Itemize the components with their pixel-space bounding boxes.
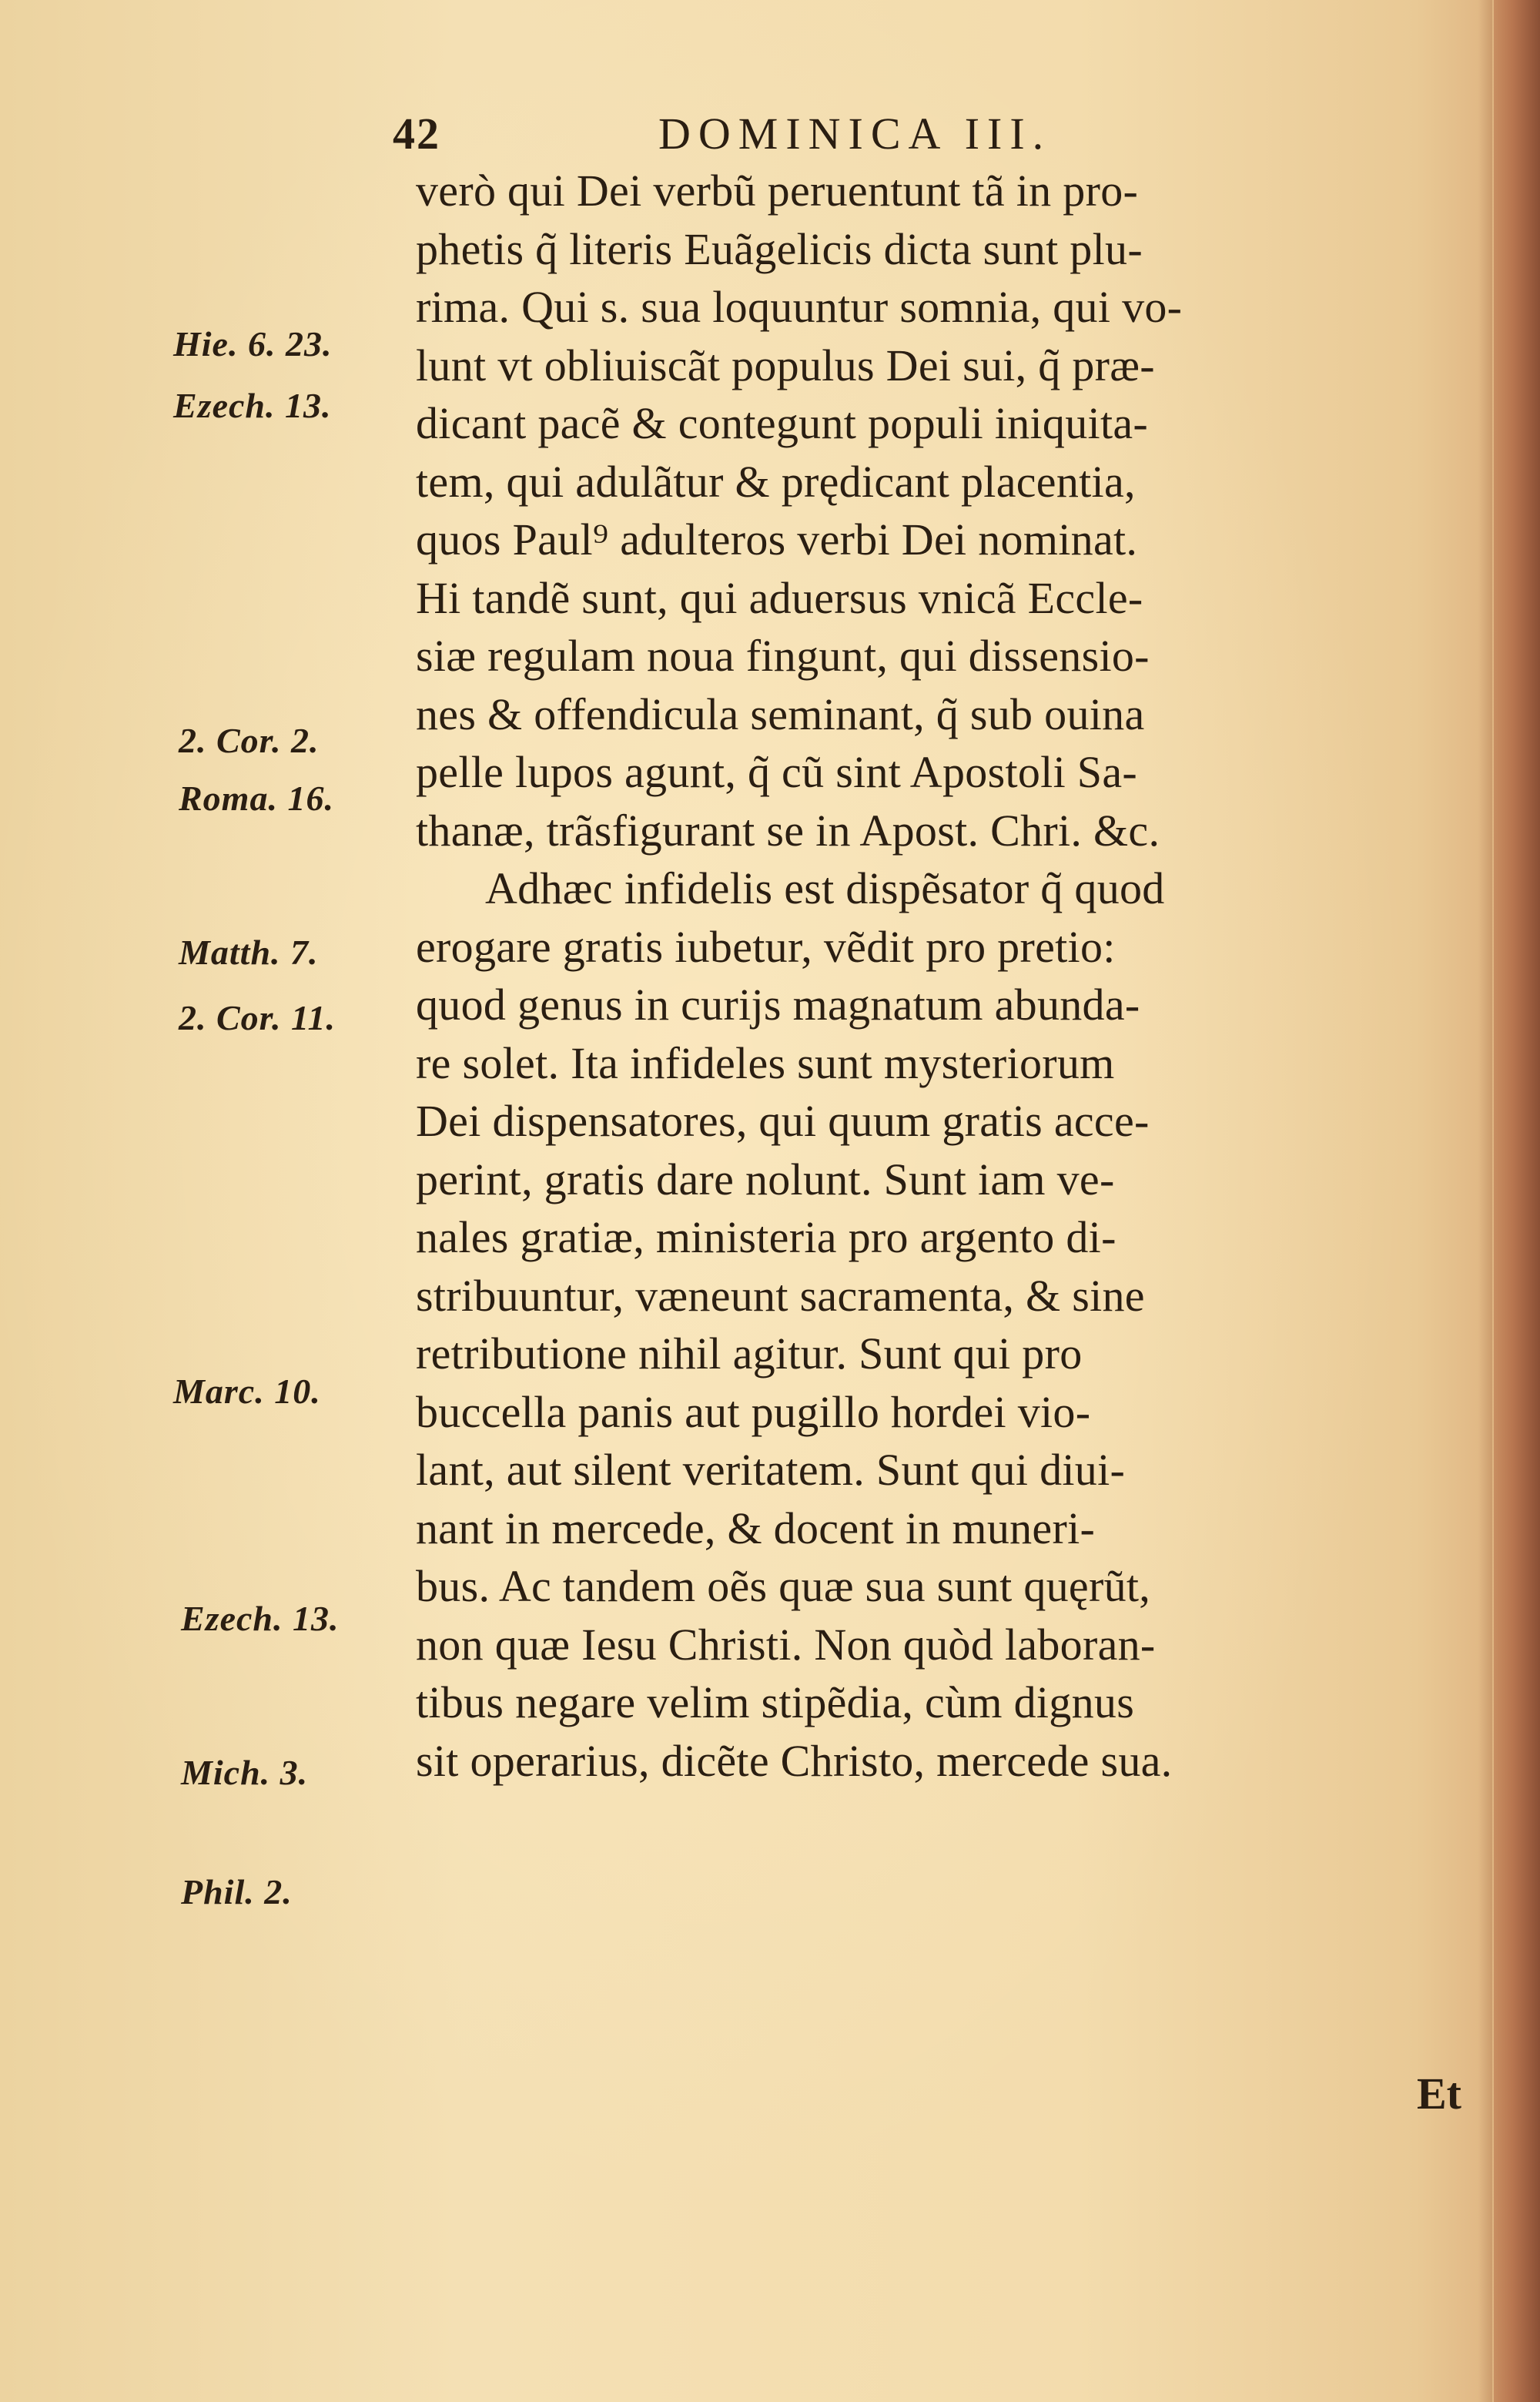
body-text	[416, 162, 1455, 1790]
text-line: re solet. Ita infideles sunt mysteriorum	[416, 1037, 1115, 1088]
margin-note: Phil. 2.	[181, 1872, 293, 1911]
text-line: lant, aut silent veritatem. Sunt qui diui-	[416, 1445, 1126, 1495]
text-line: tem, qui adulãtur & prędicant placentia,	[416, 456, 1136, 507]
running-head: DOMINICA III.	[658, 109, 1052, 159]
margin-notes	[0, 0, 416, 2402]
text-line: quos Paul⁹ adulteros verbi Dei nominat.	[416, 514, 1138, 564]
margin-note: 2. Cor. 2.	[179, 721, 320, 760]
text-line: phetis q̃ literis Euãgelicis dicta sunt plu-	[416, 223, 1143, 274]
text-line: sit operarius, dicẽte Christo, mercede sua.	[416, 1735, 1173, 1786]
margin-note: Hie. 6. 23.	[173, 324, 333, 363]
text-line: dicant pacẽ & contegunt populi iniquita-	[416, 398, 1149, 448]
text-line: perint, gratis dare nolunt. Sunt iam ve-	[416, 1154, 1115, 1204]
margin-note: Marc. 10.	[173, 1372, 321, 1411]
margin-note: Roma. 16.	[179, 779, 334, 818]
text-line: retributione nihil agitur. Sunt qui pro	[416, 1328, 1083, 1379]
text-line: erogare gratis iubetur, vẽdit pro pretio:	[416, 921, 1116, 972]
text-line: tibus negare velim stipẽdia, cùm dignus	[416, 1677, 1135, 1727]
margin-note: Ezech. 13.	[173, 386, 332, 425]
text-line: Adhæc infidelis est dispẽsator q̃ quod	[485, 863, 1165, 913]
catchword: Et	[1417, 2069, 1461, 2119]
text-line: bus. Ac tandem oẽs quæ sua sunt quęrũt,	[416, 1561, 1151, 1611]
text-line: stribuuntur, væneunt sacramenta, & sine	[416, 1270, 1145, 1321]
text-line: siæ regulam noua fingunt, qui dissensio-	[416, 631, 1150, 681]
page-number: 42	[393, 109, 440, 159]
margin-note: Matth. 7.	[179, 933, 319, 972]
text-line: Hi tandẽ sunt, qui aduersus vnicã Eccle-	[416, 572, 1143, 623]
text-line: Dei dispensatores, qui quum gratis acce-	[416, 1096, 1150, 1146]
page-gutter-shadow	[1478, 0, 1492, 2402]
text-line: quod genus in curijs magnatum abunda-	[416, 980, 1140, 1030]
margin-note: Mich. 3.	[181, 1753, 309, 1792]
page-edge	[1494, 0, 1540, 2402]
margin-note: Ezech. 13.	[181, 1599, 340, 1638]
text-line: non quæ Iesu Christi. Non quòd laboran-	[416, 1619, 1156, 1670]
text-line: buccella panis aut pugillo hordei vio-	[416, 1386, 1091, 1437]
text-line: verò qui Dei verbũ peruentunt tã in pro-	[416, 166, 1139, 216]
text-line: thanæ, trãsfigurant se in Apost. Chri. &c.	[416, 805, 1160, 856]
text-line: lunt vt obliuiscãt populus Dei sui, q̃ præ-	[416, 340, 1155, 390]
text-line: rima. Qui s. sua loquuntur somnia, qui vo-	[416, 282, 1183, 332]
text-line: nant in mercede, & docent in muneri-	[416, 1503, 1096, 1553]
margin-note: 2. Cor. 11.	[179, 998, 336, 1037]
text-line: nes & offendicula seminant, q̃ sub ouina	[416, 688, 1145, 739]
text-line: nales gratiæ, ministeria pro argento di-	[416, 1212, 1116, 1262]
text-line: pelle lupos agunt, q̃ cũ sint Apostoli Sa-	[416, 747, 1138, 797]
